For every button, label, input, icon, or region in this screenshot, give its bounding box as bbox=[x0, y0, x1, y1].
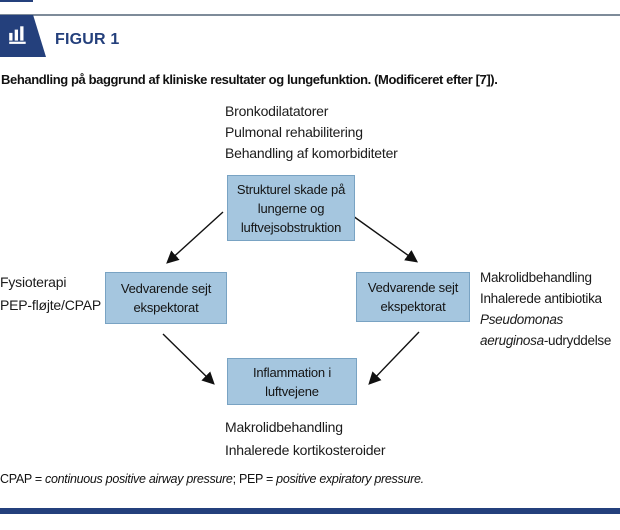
box-label bbox=[368, 278, 458, 316]
footnote-separator: ; bbox=[232, 472, 239, 486]
box-label-line: luftvejsobstruktion bbox=[240, 219, 342, 235]
note-left-treatments bbox=[0, 271, 101, 317]
box-structural-damage bbox=[227, 175, 355, 241]
footnote-definition: continuous positive airway pressure bbox=[45, 472, 233, 486]
note-right-treatments bbox=[480, 267, 611, 351]
note-line: Fysioterapi bbox=[0, 274, 67, 290]
figure-title: Behandling på baggrund af kliniske resultater og lungefunktion. (Modificeret efter [7]). bbox=[1, 72, 498, 87]
footnote-definition: positive expiratory pressure. bbox=[276, 472, 424, 486]
note-line: Inhalerede antibiotika bbox=[480, 291, 602, 306]
note-line: Behandling af komorbiditeter bbox=[225, 145, 398, 161]
arrow-central-to-left bbox=[168, 212, 223, 262]
box-inflammation bbox=[227, 358, 357, 405]
box-label bbox=[253, 363, 331, 401]
box-label-line: lungerne og bbox=[257, 200, 325, 216]
box-label bbox=[237, 180, 345, 237]
footnote-abbr: PEP = bbox=[238, 472, 277, 486]
note-line: Pulmonal rehabilitering bbox=[225, 124, 363, 140]
note-italic-part: aeruginosa bbox=[480, 333, 544, 348]
box-label-line: ekspektorat bbox=[380, 299, 446, 314]
arrow-central-to-right bbox=[353, 216, 416, 261]
top-edge-mark bbox=[0, 0, 33, 2]
arrow-left-to-bottom bbox=[163, 334, 213, 383]
note-line: Makrolidbehandling bbox=[225, 419, 343, 435]
note-line: Bronkodilatatorer bbox=[225, 103, 329, 119]
note-line: PEP-fløjte/CPAP bbox=[0, 297, 101, 313]
figure-label: FIGUR 1 bbox=[55, 31, 120, 48]
figure-badge bbox=[0, 15, 46, 57]
footnote bbox=[0, 472, 424, 486]
box-label-line: Strukturel skade på bbox=[236, 181, 346, 197]
box-sputum-left bbox=[105, 272, 227, 324]
note-regular-part: -udryddelse bbox=[543, 333, 612, 348]
note-line: Makrolidbehandling bbox=[480, 270, 592, 285]
box-label bbox=[121, 279, 211, 317]
box-sputum-right bbox=[356, 272, 470, 322]
box-label-line: Inflammation i bbox=[252, 364, 332, 380]
header-rule bbox=[0, 14, 620, 16]
bar-chart-icon bbox=[7, 23, 29, 50]
note-line-mixed bbox=[480, 330, 611, 351]
box-label-line: Vedvarende sejt bbox=[120, 281, 212, 296]
box-label-line: ekspektorat bbox=[133, 300, 199, 315]
note-bottom-treatments bbox=[225, 416, 385, 462]
note-top-treatments bbox=[225, 101, 398, 164]
box-label-line: Vedvarende sejt bbox=[367, 280, 459, 295]
box-label-line: luftvejene bbox=[265, 383, 319, 399]
bottom-bar bbox=[0, 508, 620, 514]
arrow-right-to-bottom bbox=[370, 332, 419, 383]
note-line-italic: Pseudomonas bbox=[480, 312, 564, 327]
footnote-abbr: CPAP = bbox=[0, 472, 46, 486]
note-line: Inhalerede kortikosteroider bbox=[225, 442, 386, 458]
